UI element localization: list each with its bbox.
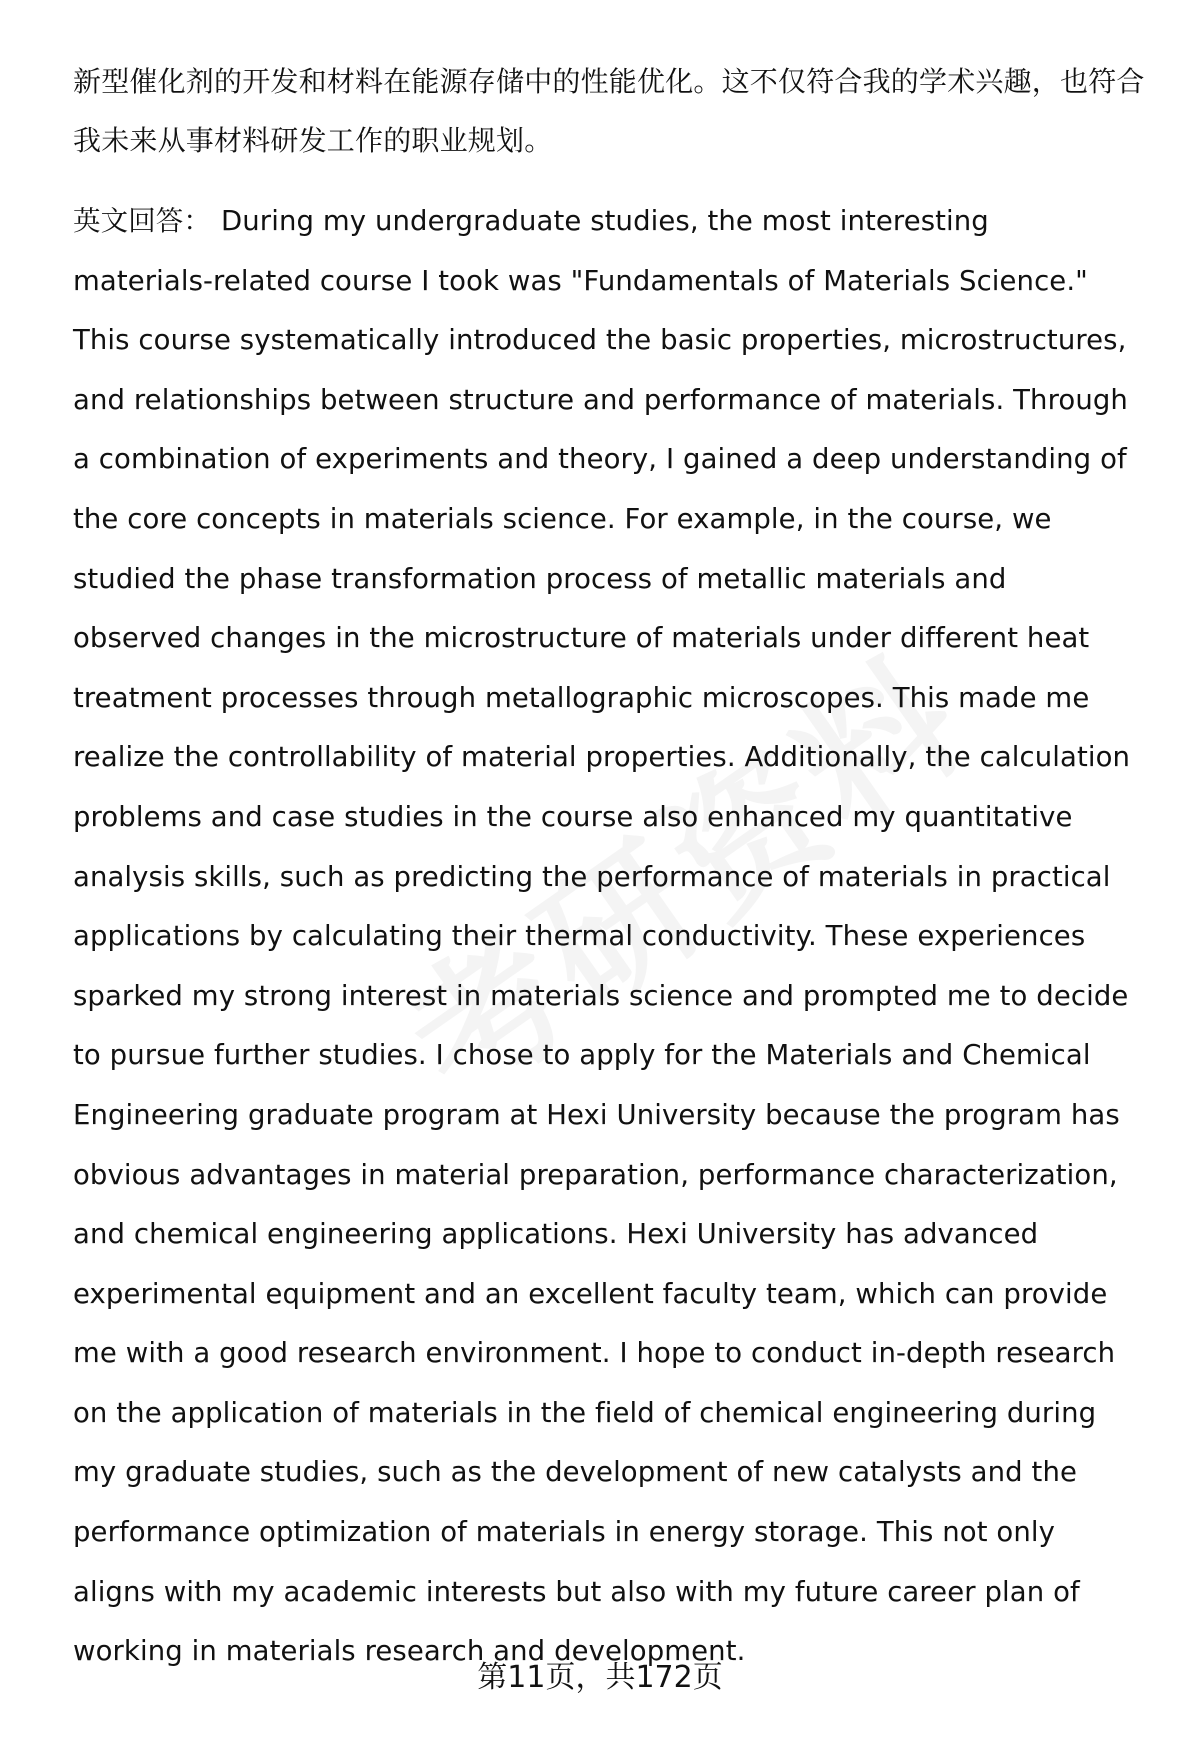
page-number-footer: 第11页，共172页 (477, 1660, 723, 1695)
english-answer-line: and chemical engineering applications. Hexi University has advanced (73, 1218, 1039, 1251)
english-answer-line: a combination of experiments and theory, I gained a deep understanding of (73, 443, 1127, 476)
english-answer-line: performance optimization of materials in energy storage. This not only (73, 1516, 1056, 1549)
english-answer-line: to pursue further studies. I chose to apply for the Materials and Chemical (73, 1039, 1091, 1072)
english-answer-line: sparked my strong interest in materials science and prompted me to decide (73, 979, 1129, 1012)
english-answer-line: me with a good research environment. I hope to conduct in-depth research (73, 1337, 1116, 1370)
english-answer-line: applications by calculating their thermal conductivity. These experiences (73, 920, 1086, 953)
english-answer-line: and relationships between structure and performance of materials. Through (73, 383, 1128, 416)
english-answer-line: experimental equipment and an excellent faculty team, which can provide (73, 1277, 1108, 1310)
english-answer-line: problems and case studies in the course also enhanced my quantitative (73, 800, 1073, 833)
english-answer-line: aligns with my academic interests but also with my future career plan of (73, 1575, 1080, 1608)
english-answer-line: realize the controllability of material properties. Additionally, the calculation (73, 741, 1131, 774)
english-answer-paragraph (73, 192, 1153, 1682)
english-answer-line: working in materials research and development. (73, 1635, 746, 1668)
english-answer-line: obvious advantages in material preparation, performance characterization, (73, 1158, 1118, 1191)
chinese-paragraph-continuation: 新型催化剂的开发和材料在能源存储中的性能优化。这不仅符合我的学术兴趣，也符合我未来从事材料研发工作的职业规划。 (73, 65, 1145, 157)
english-answer-line: This course systematically introduced the basic properties, microstructures, (73, 324, 1127, 357)
english-answer-line: analysis skills, such as predicting the performance of materials in practical (73, 860, 1111, 893)
english-answer-line: Engineering graduate program at Hexi University because the program has (73, 1098, 1120, 1131)
english-answer-line: studied the phase transformation process of metallic materials and (73, 562, 1007, 595)
english-answer-line: During my undergraduate studies, the most interesting (221, 205, 989, 237)
english-answer-line: my graduate studies, such as the development of new catalysts and the (73, 1456, 1077, 1489)
english-answer-label: 英文回答： (73, 205, 211, 237)
english-answer-line: on the application of materials in the field of chemical engineering during (73, 1396, 1097, 1429)
english-answer-line: materials-related course I took was "Fundamentals of Materials Science." (73, 264, 1088, 297)
english-answer-line: the core concepts in materials science. For example, in the course, we (73, 502, 1052, 535)
english-answer-line: observed changes in the microstructure of materials under different heat (73, 622, 1090, 655)
english-answer-line: treatment processes through metallographic microscopes. This made me (73, 681, 1090, 714)
page-content (73, 52, 1153, 1682)
